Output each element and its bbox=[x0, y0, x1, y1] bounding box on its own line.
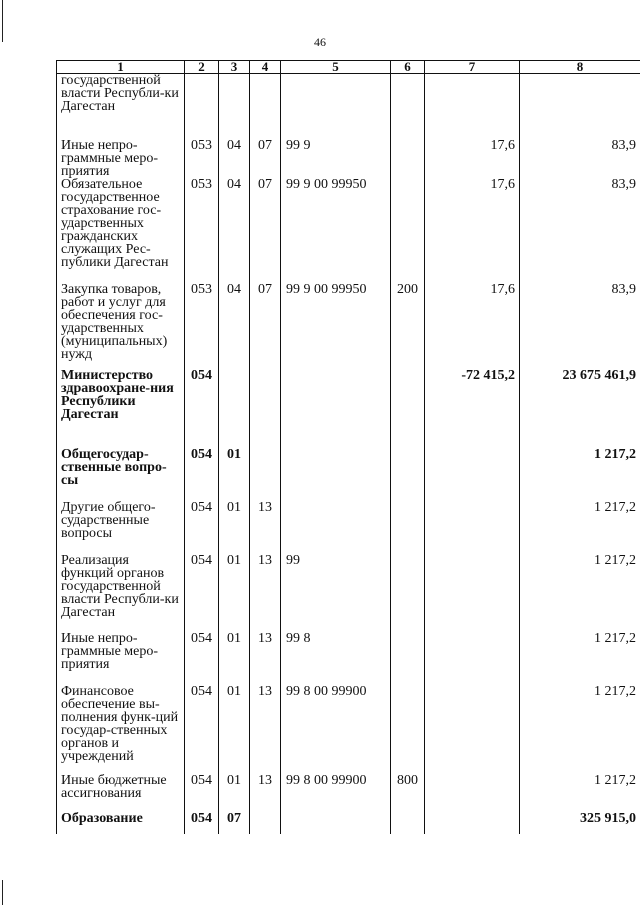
table-row bbox=[57, 361, 640, 440]
row-name-cell: Другие общего-сударственные вопросы bbox=[57, 493, 185, 546]
section-code-cell: 01 bbox=[219, 677, 250, 766]
change-amount-cell bbox=[425, 677, 520, 766]
table-row bbox=[57, 493, 640, 546]
change-amount-cell bbox=[425, 624, 520, 677]
column-header: 6 bbox=[391, 61, 425, 74]
subsection-code-cell: 13 bbox=[250, 493, 281, 546]
target-article-cell bbox=[281, 361, 391, 440]
expense-type-cell: 200 bbox=[391, 275, 425, 361]
column-header: 2 bbox=[185, 61, 219, 74]
table-body bbox=[57, 74, 640, 834]
expense-type-cell bbox=[391, 546, 425, 624]
total-amount-cell: 1 217,2 bbox=[520, 440, 640, 493]
expense-type-cell bbox=[391, 361, 425, 440]
total-amount-cell: 83,9 bbox=[520, 178, 640, 275]
section-code-cell: 01 bbox=[219, 766, 250, 804]
subsection-code-cell: 13 bbox=[250, 677, 281, 766]
table-row bbox=[57, 766, 640, 804]
row-name-cell: государственной власти Республи-ки Дагестан bbox=[57, 74, 185, 131]
change-amount-cell: 17,6 bbox=[425, 178, 520, 275]
table-row bbox=[57, 178, 640, 275]
change-amount-cell bbox=[425, 546, 520, 624]
section-code-cell: 01 bbox=[219, 493, 250, 546]
row-name-cell: Министерство здравоохране-ния Республики Дагестан bbox=[57, 361, 185, 440]
column-header: 1 bbox=[57, 61, 185, 74]
target-article-cell bbox=[281, 74, 391, 131]
expense-type-cell bbox=[391, 624, 425, 677]
target-article-cell: 99 9 00 99950 bbox=[281, 178, 391, 275]
row-name-cell: Иные непро-граммные меро-приятия bbox=[57, 131, 185, 178]
scan-edge-mark bbox=[2, 0, 3, 42]
gr-code-cell: 054 bbox=[185, 440, 219, 493]
row-name-cell: Иные бюджетные ассигнования bbox=[57, 766, 185, 804]
table-row bbox=[57, 440, 640, 493]
total-amount-cell: 23 675 461,9 bbox=[520, 361, 640, 440]
table-row bbox=[57, 131, 640, 178]
change-amount-cell bbox=[425, 493, 520, 546]
total-amount-cell: 1 217,2 bbox=[520, 624, 640, 677]
expense-type-cell bbox=[391, 74, 425, 131]
gr-code-cell: 054 bbox=[185, 766, 219, 804]
expense-type-cell bbox=[391, 131, 425, 178]
expense-type-cell bbox=[391, 804, 425, 834]
change-amount-cell bbox=[425, 74, 520, 131]
gr-code-cell: 054 bbox=[185, 677, 219, 766]
total-amount-cell: 83,9 bbox=[520, 131, 640, 178]
target-article-cell bbox=[281, 493, 391, 546]
row-name-cell: Финансовое обеспечение вы-полнения функ-ций государ-ственных органов и учреждений bbox=[57, 677, 185, 766]
table-row bbox=[57, 546, 640, 624]
row-name-cell: Иные непро-граммные меро-приятия bbox=[57, 624, 185, 677]
section-code-cell: 01 bbox=[219, 440, 250, 493]
subsection-code-cell: 07 bbox=[250, 131, 281, 178]
total-amount-cell: 83,9 bbox=[520, 275, 640, 361]
gr-code-cell: 054 bbox=[185, 493, 219, 546]
table-row bbox=[57, 624, 640, 677]
expense-type-cell bbox=[391, 493, 425, 546]
expense-type-cell: 800 bbox=[391, 766, 425, 804]
total-amount-cell: 1 217,2 bbox=[520, 493, 640, 546]
row-name-cell: Общегосудар-ственные вопро-сы bbox=[57, 440, 185, 493]
budget-table bbox=[56, 60, 640, 834]
row-name-cell: Образование bbox=[57, 804, 185, 834]
gr-code-cell: 054 bbox=[185, 361, 219, 440]
section-code-cell: 04 bbox=[219, 275, 250, 361]
expense-type-cell bbox=[391, 677, 425, 766]
change-amount-cell: 17,6 bbox=[425, 131, 520, 178]
target-article-cell: 99 9 bbox=[281, 131, 391, 178]
total-amount-cell: 1 217,2 bbox=[520, 677, 640, 766]
target-article-cell: 99 8 00 99900 bbox=[281, 766, 391, 804]
gr-code-cell: 054 bbox=[185, 546, 219, 624]
total-amount-cell bbox=[520, 74, 640, 131]
gr-code-cell bbox=[185, 74, 219, 131]
gr-code-cell: 053 bbox=[185, 131, 219, 178]
page-number: 46 bbox=[314, 35, 326, 49]
target-article-cell: 99 9 00 99950 bbox=[281, 275, 391, 361]
section-code-cell: 04 bbox=[219, 131, 250, 178]
total-amount-cell: 325 915,0 bbox=[520, 804, 640, 834]
table-row bbox=[57, 275, 640, 361]
column-header: 5 bbox=[281, 61, 391, 74]
section-code-cell: 01 bbox=[219, 624, 250, 677]
expense-type-cell bbox=[391, 440, 425, 493]
target-article-cell: 99 8 00 99900 bbox=[281, 677, 391, 766]
change-amount-cell bbox=[425, 804, 520, 834]
scan-edge-mark bbox=[2, 880, 3, 905]
total-amount-cell: 1 217,2 bbox=[520, 766, 640, 804]
change-amount-cell bbox=[425, 440, 520, 493]
column-header: 4 bbox=[250, 61, 281, 74]
table-row bbox=[57, 804, 640, 834]
gr-code-cell: 053 bbox=[185, 275, 219, 361]
subsection-code-cell bbox=[250, 804, 281, 834]
subsection-code-cell bbox=[250, 74, 281, 131]
column-header: 7 bbox=[425, 61, 520, 74]
subsection-code-cell: 13 bbox=[250, 546, 281, 624]
subsection-code-cell: 13 bbox=[250, 766, 281, 804]
table-header-row bbox=[57, 61, 640, 74]
table-row bbox=[57, 74, 640, 131]
column-header: 3 bbox=[219, 61, 250, 74]
subsection-code-cell: 13 bbox=[250, 624, 281, 677]
section-code-cell bbox=[219, 361, 250, 440]
gr-code-cell: 054 bbox=[185, 804, 219, 834]
total-amount-cell: 1 217,2 bbox=[520, 546, 640, 624]
subsection-code-cell bbox=[250, 361, 281, 440]
target-article-cell: 99 8 bbox=[281, 624, 391, 677]
row-name-cell: Обязательное государственное страхование гос-ударственных гражданских служащих Рес-публики Дагестан bbox=[57, 178, 185, 275]
change-amount-cell: 17,6 bbox=[425, 275, 520, 361]
gr-code-cell: 054 bbox=[185, 624, 219, 677]
change-amount-cell: -72 415,2 bbox=[425, 361, 520, 440]
section-code-cell: 07 bbox=[219, 804, 250, 834]
target-article-cell bbox=[281, 440, 391, 493]
column-header: 8 bbox=[520, 61, 640, 74]
section-code-cell: 01 bbox=[219, 546, 250, 624]
expense-type-cell bbox=[391, 178, 425, 275]
section-code-cell: 04 bbox=[219, 178, 250, 275]
target-article-cell bbox=[281, 804, 391, 834]
section-code-cell bbox=[219, 74, 250, 131]
row-name-cell: Реализация функций органов государственной власти Республи-ки Дагестан bbox=[57, 546, 185, 624]
subsection-code-cell: 07 bbox=[250, 275, 281, 361]
gr-code-cell: 053 bbox=[185, 178, 219, 275]
subsection-code-cell: 07 bbox=[250, 178, 281, 275]
table-row bbox=[57, 677, 640, 766]
target-article-cell: 99 bbox=[281, 546, 391, 624]
row-name-cell: Закупка товаров, работ и услуг для обеспечения гос-ударственных (муниципальных) нужд bbox=[57, 275, 185, 361]
change-amount-cell bbox=[425, 766, 520, 804]
subsection-code-cell bbox=[250, 440, 281, 493]
